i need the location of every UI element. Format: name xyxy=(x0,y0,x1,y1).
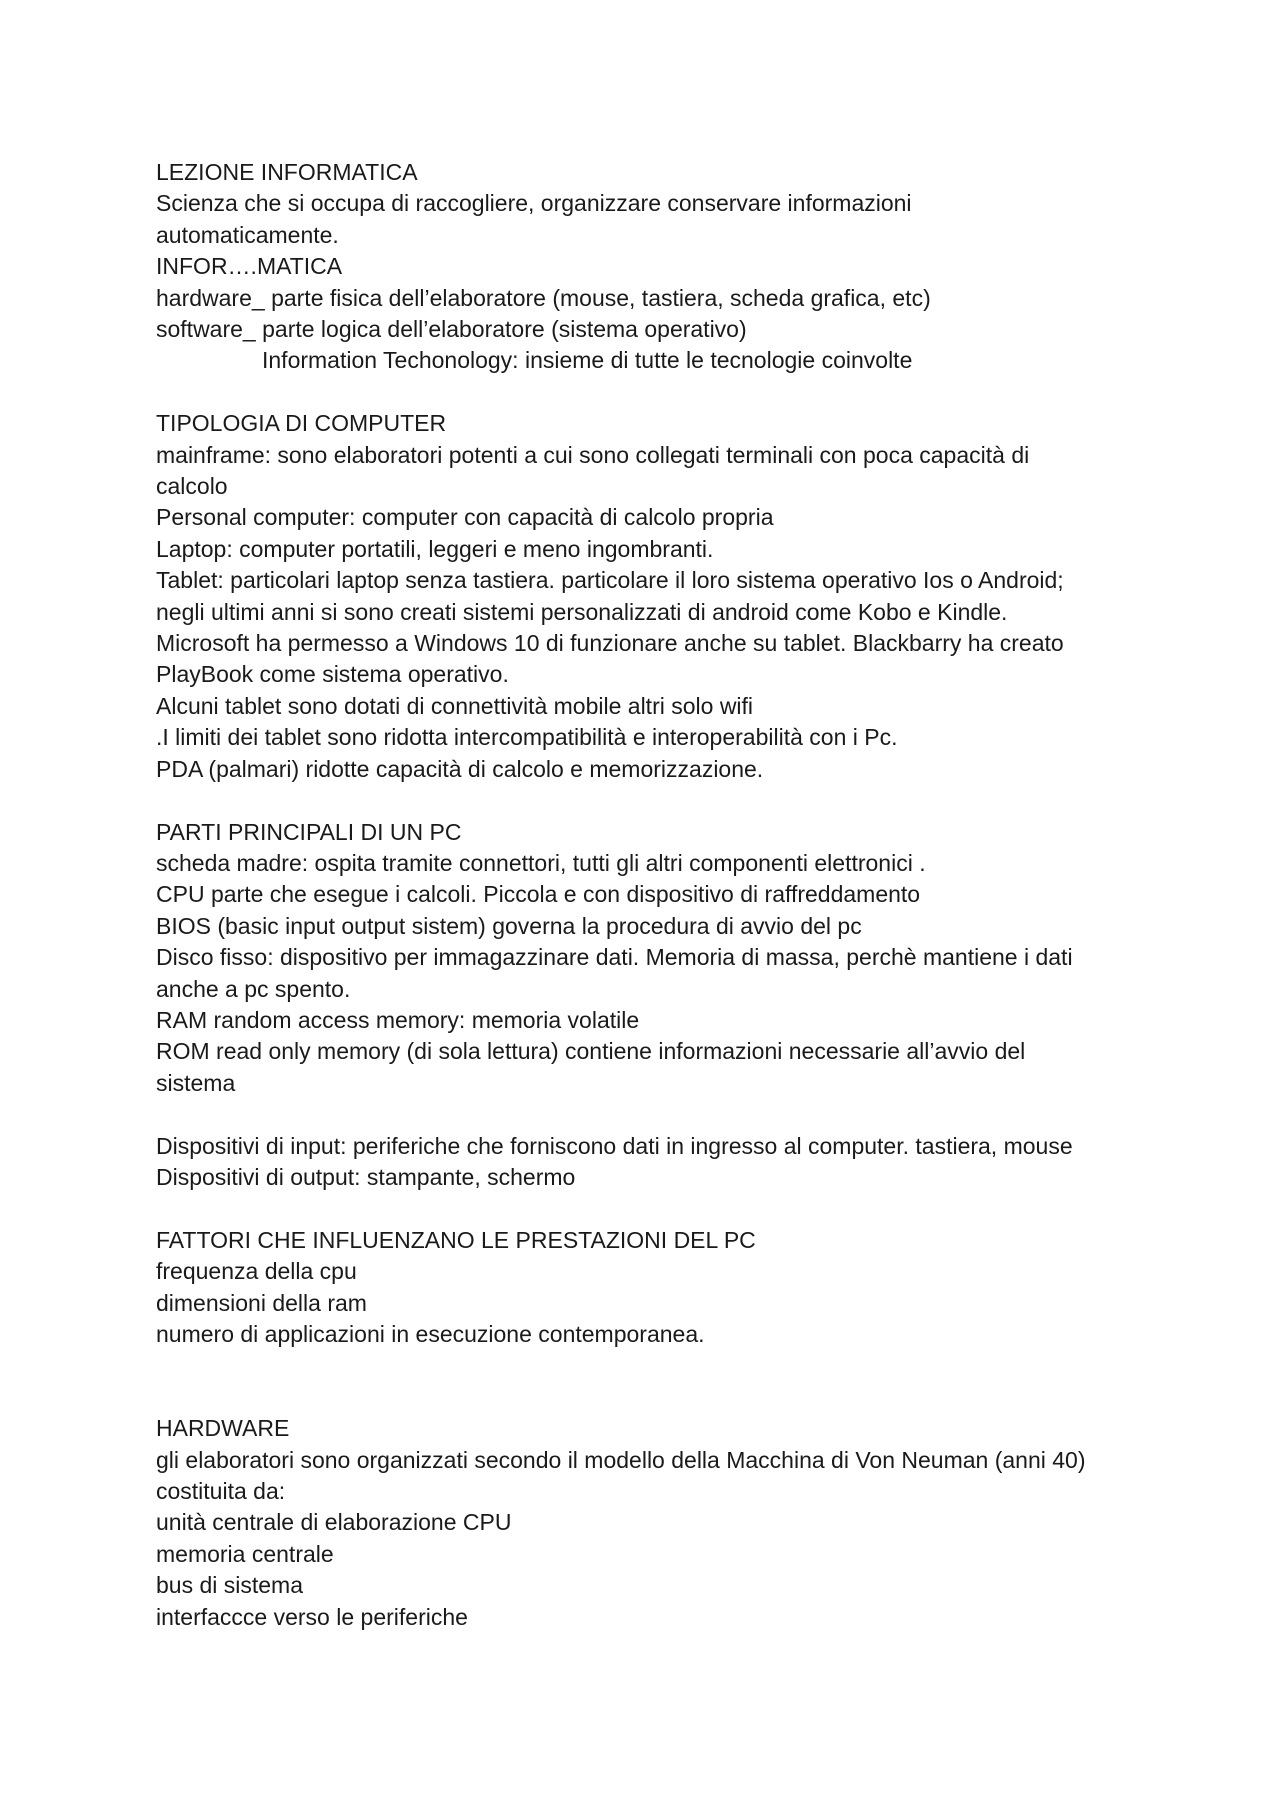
hardware-line: unità centrale di elaborazione CPU xyxy=(156,1509,512,1536)
blank-line xyxy=(156,1350,1156,1381)
tipologia-line: calcolo xyxy=(156,473,228,500)
hardware-line: costituita da: xyxy=(156,1477,286,1504)
parti-line: scheda madre: ospita tramite connettori, tutti gli altri componenti elettronici . xyxy=(156,849,926,876)
blank-line xyxy=(156,1099,1156,1130)
blank-line xyxy=(156,785,1156,816)
intro-line: INFOR….MATICA xyxy=(156,253,343,280)
section-heading-hardware: HARDWARE xyxy=(156,1415,290,1442)
intro-indented-line: Information Techonology: insieme di tutte le tecnologie coinvolte xyxy=(262,347,913,374)
section-heading-tipologia: TIPOLOGIA DI COMPUTER xyxy=(156,410,447,437)
tipologia-line: negli ultimi anni si sono creati sistemi personalizzati di android come Kobo e Kindle. xyxy=(156,598,1008,625)
section-heading-parti: PARTI PRINCIPALI DI UN PC xyxy=(156,818,462,845)
hardware-line: bus di sistema xyxy=(156,1572,304,1599)
document-title: LEZIONE INFORMATICA xyxy=(156,159,418,185)
fattori-line: dimensioni della ram xyxy=(156,1289,367,1316)
tipologia-line: PlayBook come sistema operativo. xyxy=(156,661,509,688)
dispositivi-line: Dispositivi di output: stampante, schermo xyxy=(156,1163,576,1190)
hardware-line: gli elaboratori sono organizzati secondo il modello della Macchina di Von Neuman (anni 40) xyxy=(156,1446,1086,1473)
hardware-line: memoria centrale xyxy=(156,1540,334,1567)
tipologia-line: Alcuni tablet sono dotati di connettività mobile altri solo wifi xyxy=(156,692,754,719)
parti-line: sistema xyxy=(156,1069,236,1096)
tipologia-line: Laptop: computer portatili, leggeri e meno ingombranti. xyxy=(156,535,714,562)
tipologia-line: .I limiti dei tablet sono ridotta intercompatibilità e interoperabilità con i Pc. xyxy=(156,724,898,751)
blank-line xyxy=(156,377,1156,408)
parti-line: ROM read only memory (di sola lettura) contiene informazioni necessarie all’avvio del xyxy=(156,1038,1026,1065)
tipologia-line: Tablet: particolari laptop senza tastiera. particolare il loro sistema operativo Ios o Android; xyxy=(156,567,1064,594)
parti-line: anche a pc spento. xyxy=(156,975,351,1002)
parti-line: Disco fisso: dispositivo per immagazzinare dati. Memoria di massa, perchè mantiene i dati xyxy=(156,944,1073,971)
fattori-line: frequenza della cpu xyxy=(156,1258,357,1285)
intro-line: hardware_ parte fisica dell’elaboratore (mouse, tastiera, scheda grafica, etc) xyxy=(156,284,931,311)
hardware-line: interfaccce verso le periferiche xyxy=(156,1603,468,1630)
parti-line: RAM random access memory: memoria volatile xyxy=(156,1006,640,1033)
parti-line: CPU parte che esegue i calcoli. Piccola e con dispositivo di raffreddamento xyxy=(156,881,921,908)
tipologia-line: Microsoft ha permesso a Windows 10 di funzionare anche su tablet. Blackbarry ha creato xyxy=(156,630,1064,657)
intro-line: Scienza che si occupa di raccogliere, organizzare conservare informazioni xyxy=(156,190,912,217)
intro-line: automaticamente. xyxy=(156,221,339,248)
document-page xyxy=(156,157,1156,1633)
tipologia-line: PDA (palmari) ridotte capacità di calcolo e memorizzazione. xyxy=(156,755,764,782)
section-heading-fattori: FATTORI CHE INFLUENZANO LE PRESTAZIONI DEL PC xyxy=(156,1226,756,1253)
tipologia-line: Personal computer: computer con capacità di calcolo propria xyxy=(156,504,774,531)
blank-line xyxy=(156,1193,1156,1224)
dispositivi-line: Dispositivi di input: periferiche che forniscono dati in ingresso al computer. tastiera, mouse xyxy=(156,1132,1073,1159)
intro-line: software_ parte logica dell’elaboratore (sistema operativo) xyxy=(156,316,747,343)
fattori-line: numero di applicazioni in esecuzione contemporanea. xyxy=(156,1320,705,1347)
parti-line: BIOS (basic input output sistem) governa la procedura di avvio del pc xyxy=(156,912,862,939)
tipologia-line: mainframe: sono elaboratori potenti a cui sono collegati terminali con poca capacità di xyxy=(156,441,1030,468)
blank-line xyxy=(156,1382,1156,1413)
